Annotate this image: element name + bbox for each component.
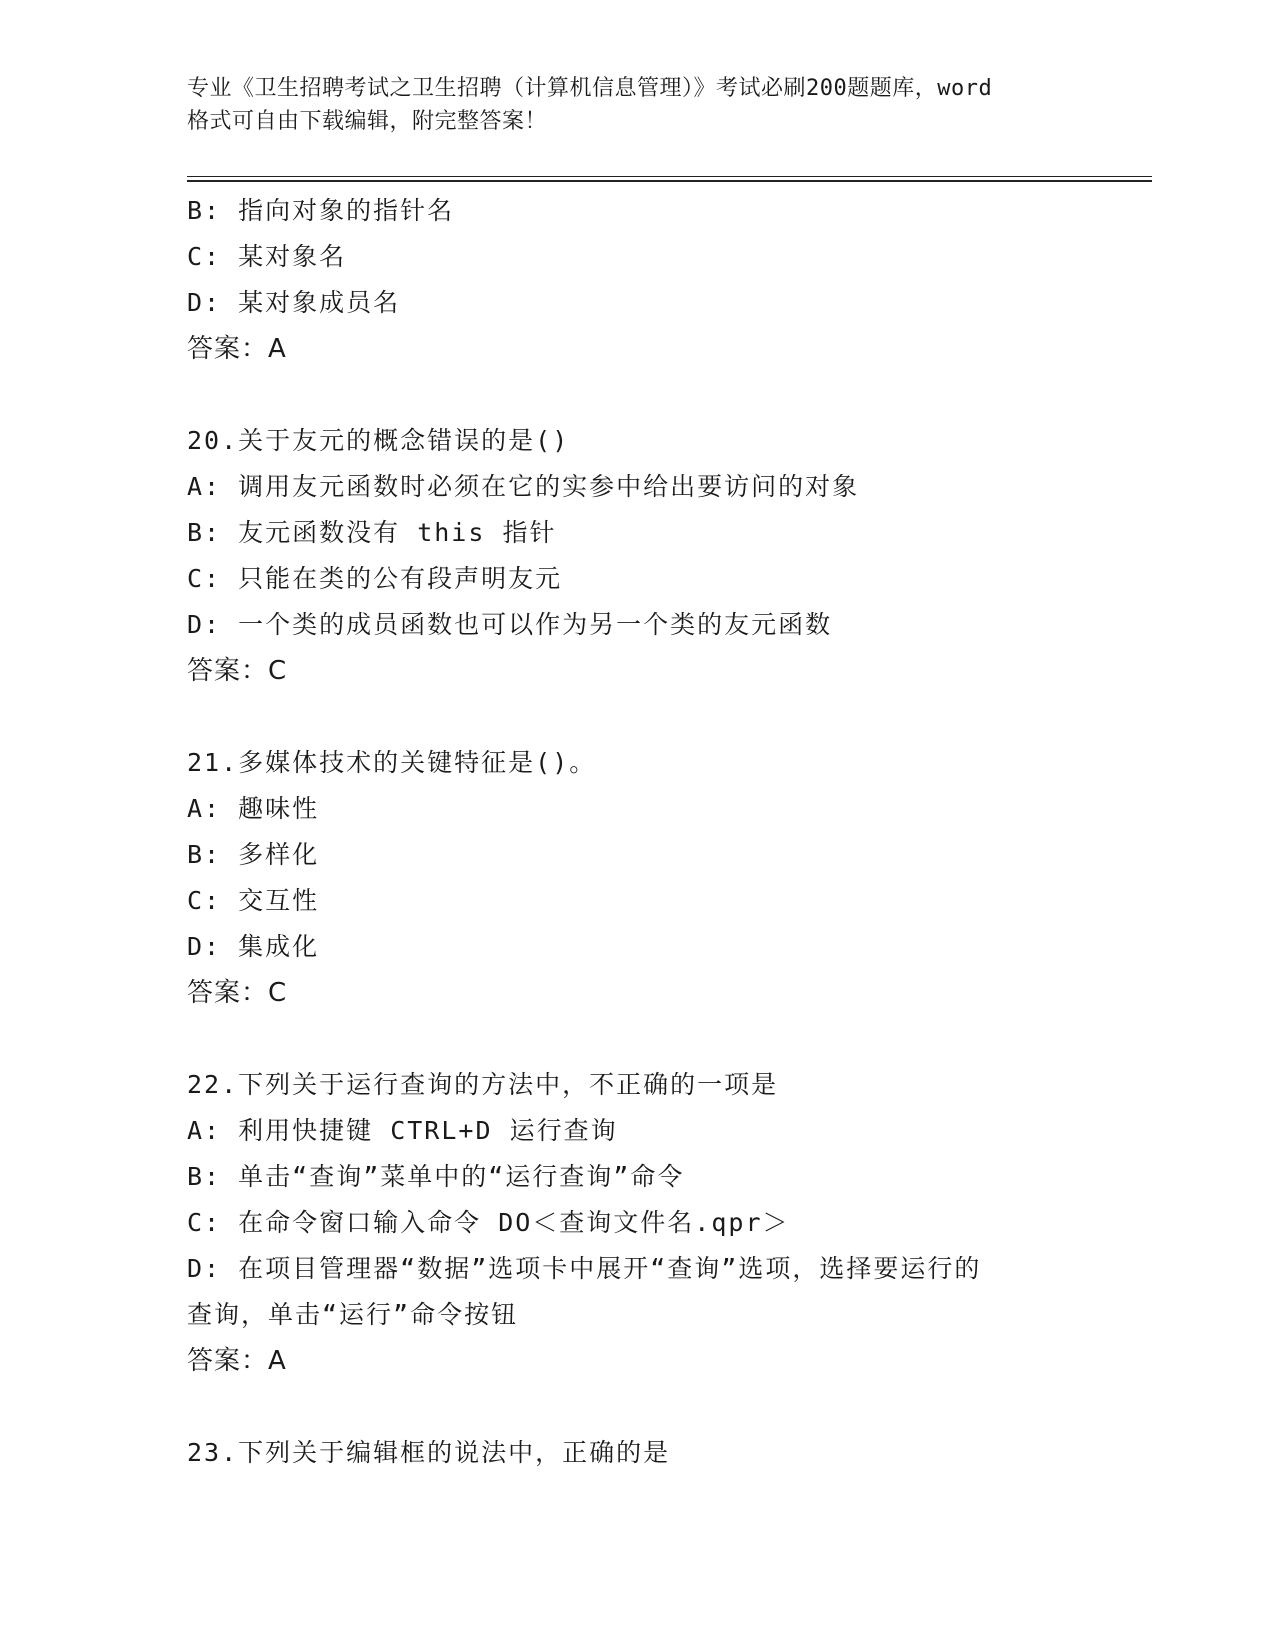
option-c: C: 在命令窗口输入命令 DO＜查询文件名.qpr＞ [187, 1208, 790, 1237]
question-23 [187, 1430, 1087, 1476]
option-d: D: 集成化 [187, 932, 320, 961]
spacer [187, 372, 1087, 418]
header-divider-thick [187, 180, 1152, 182]
option-d: D: 某对象成员名 [187, 288, 401, 317]
question-stem: 22.下列关于运行查询的方法中，不正确的一项是 [187, 1070, 779, 1099]
question-stem: 23.下列关于编辑框的说法中，正确的是 [187, 1438, 671, 1467]
question-prev [187, 188, 1087, 372]
answer: 答案：C [187, 656, 288, 686]
spacer [187, 1384, 1087, 1430]
option-c: C: 某对象名 [187, 242, 347, 271]
question-20 [187, 418, 1087, 694]
option-b: B: 友元函数没有 this 指针 [187, 518, 557, 547]
header-divider-thin [187, 176, 1152, 177]
option-a: A: 趣味性 [187, 794, 320, 823]
answer: 答案：A [187, 334, 287, 364]
spacer [187, 1016, 1087, 1062]
option-c: C: 交互性 [187, 886, 320, 915]
option-d: D: 一个类的成员函数也可以作为另一个类的友元函数 [187, 610, 833, 639]
option-a: A: 调用友元函数时必须在它的实参中给出要访问的对象 [187, 472, 860, 501]
option-d-line-1: D: 在项目管理器“数据”选项卡中展开“查询”选项，选择要运行的 [187, 1254, 982, 1283]
question-stem: 20.关于友元的概念错误的是() [187, 426, 570, 455]
header-title-line-1: 专业《卫生招聘考试之卫生招聘（计算机信息管理）》考试必刷200题题库，word [187, 76, 993, 101]
option-c: C: 只能在类的公有段声明友元 [187, 564, 563, 593]
header-title-line-2: 格式可自由下载编辑，附完整答案！ [187, 109, 548, 134]
document-header [187, 72, 1087, 138]
option-d-line-2: 查询，单击“运行”命令按钮 [187, 1300, 519, 1329]
answer: 答案：C [187, 978, 288, 1008]
option-b: B: 指向对象的指针名 [187, 196, 455, 225]
question-list [187, 188, 1087, 1476]
question-21 [187, 740, 1087, 1016]
question-22 [187, 1062, 1087, 1384]
spacer [187, 694, 1087, 740]
option-b: B: 单击“查询”菜单中的“运行查询”命令 [187, 1162, 685, 1191]
option-b: B: 多样化 [187, 840, 320, 869]
question-stem: 21.多媒体技术的关键特征是()。 [187, 748, 597, 777]
option-a: A: 利用快捷键 CTRL+D 运行查询 [187, 1116, 618, 1145]
answer: 答案：A [187, 1346, 287, 1376]
